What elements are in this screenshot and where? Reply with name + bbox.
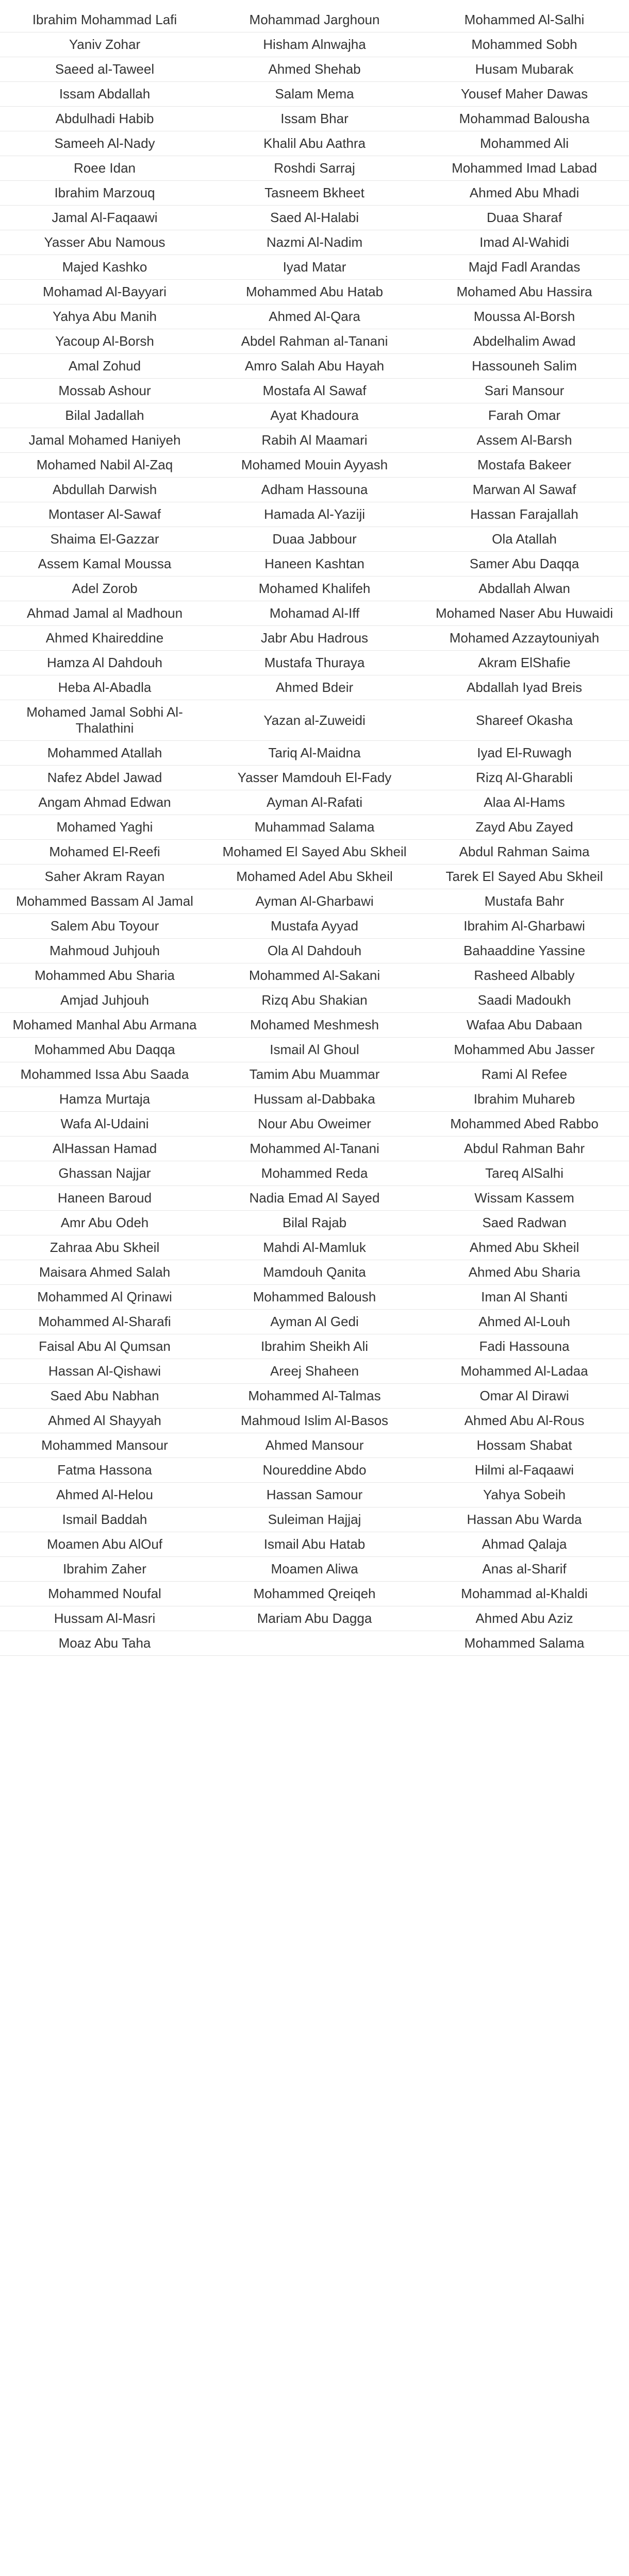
name-cell: Shareef Okasha [476,712,573,728]
name-cell: Saed Al-Halabi [270,210,359,225]
name-cell: Tasneem Bkheet [264,185,365,200]
name-cell: Ahmed Al-Qara [269,309,360,324]
name-cell: Sameeh Al-Nady [54,135,155,151]
name-cell: Abdel Rahman al-Tanani [241,333,388,349]
name-cell: Zayd Abu Zayed [475,819,573,835]
name-cell: Mohammed Bassam Al Jamal [16,893,193,909]
table-row [0,82,629,107]
name-cell: Abdul Rahman Bahr [464,1141,585,1156]
name-cell: Jabr Abu Hadrous [260,630,369,646]
name-cell: Mohamed Adel Abu Skheil [236,869,393,884]
name-cell: Yaniv Zohar [69,37,141,52]
name-cell: Mohammad Jarghoun [249,12,380,27]
name-cell: Hussam al-Dabbaka [254,1091,375,1107]
name-cell: Mahmoud Islim Al-Basos [240,1413,389,1428]
table-row [0,1334,629,1359]
name-cell: Hussam Al-Masri [54,1611,156,1626]
name-cell: Ibrahim Mohammad Lafi [32,12,177,27]
table-row [0,255,629,280]
name-cell: Shaima El-Gazzar [50,531,159,547]
name-cell: Ismail Baddah [62,1512,147,1527]
table-row [0,1507,629,1532]
name-cell: Fadi Hassouna [479,1338,570,1354]
name-cell: Muhammad Salama [254,819,375,835]
name-cell: Bahaaddine Yassine [463,943,586,958]
name-cell: Mohamed El Sayed Abu Skheil [222,844,407,859]
name-cell: Yahya Abu Manih [53,309,157,324]
name-cell: Nafez Abdel Jawad [47,770,162,785]
name-cell: Tareq AlSalhi [485,1165,564,1181]
name-cell: Moamen Aliwa [271,1561,358,1577]
name-cell: Ahmed Shehab [268,61,361,77]
name-cell: Marwan Al Sawaf [472,482,576,497]
name-cell: Bilal Jadallah [65,408,144,423]
table-row [0,840,629,865]
name-cell: Montaser Al-Sawaf [48,506,161,522]
name-cell: Jamal Mohamed Haniyeh [28,432,181,448]
name-cell: Mohammed Qreiqeh [253,1586,376,1601]
table-row [0,527,629,552]
table-row [0,1433,629,1458]
table-row [0,107,629,131]
table-row [0,651,629,675]
name-cell: Mohammed Abed Rabbo [450,1116,599,1131]
name-cell: Husam Mubarak [475,61,574,77]
table-row [0,577,629,601]
table-row [0,1483,629,1507]
table-row [0,379,629,403]
table-row [0,502,629,527]
name-cell: Suleiman Hajjaj [268,1512,361,1527]
name-cell: Yasser Abu Namous [44,234,165,250]
name-cell: Jamal Al-Faqaawi [52,210,158,225]
name-cell: Mohammed Issa Abu Saada [20,1066,189,1082]
name-cell: Mohamed Abu Hassira [456,284,592,299]
name-cell: Ola Atallah [492,531,557,547]
name-cell: Salam Mema [275,86,354,101]
name-cell: Mustafa Ayyad [270,918,359,934]
name-cell: Mohamed Meshmesh [250,1017,379,1032]
table-row [0,230,629,255]
name-cell: Amro Salah Abu Hayah [244,358,385,374]
table-row [0,700,629,741]
name-cell: Mustafa Thuraya [264,655,365,670]
name-cell: Nour Abu Oweimer [258,1116,371,1131]
name-cell: Mostafa Bakeer [477,457,572,472]
name-cell: Mohammed Abu Jasser [454,1042,595,1057]
name-cell: Salem Abu Toyour [50,918,159,934]
name-cell: Moaz Abu Taha [58,1635,151,1651]
name-cell: Mohamed Nabil Al-Zaq [36,457,173,472]
table-row [0,1384,629,1409]
name-cell: Mohammed Al-Salhi [464,12,585,27]
name-cell: Mohammed Ali [480,135,569,151]
table-row [0,1359,629,1384]
table-row [0,790,629,815]
table-row [0,329,629,354]
name-cell: Iyad Matar [283,259,346,275]
name-cell: Ahmad Jamal al Madhoun [26,605,183,621]
name-cell: Mariam Abu Dagga [257,1611,372,1626]
name-cell: Amal Zohud [68,358,141,374]
table-row [0,1087,629,1112]
name-cell: Ahmed Abu Aziz [475,1611,573,1626]
name-cell: Mohamed Azzaytouniyah [449,630,600,646]
table-row [0,988,629,1013]
table-row [0,889,629,914]
table-row [0,1038,629,1062]
table-row [0,403,629,428]
table-row [0,304,629,329]
name-cell: Imad Al-Wahidi [479,234,569,250]
name-cell: Ahmed Al-Helou [56,1487,153,1502]
name-cell: Zahraa Abu Skheil [49,1240,160,1255]
name-cell: Wissam Kassem [474,1190,574,1206]
table-row [0,1062,629,1087]
name-cell: Khalil Abu Aathra [263,135,366,151]
name-cell: Ahmed Khaireddine [45,630,164,646]
name-cell: Heba Al-Abadla [58,680,152,695]
name-cell: Assem Al-Barsh [476,432,572,448]
table-row [0,1112,629,1137]
name-cell: Abdul Rahman Saima [459,844,590,859]
name-cell: Mohamad Al-Bayyari [43,284,167,299]
name-cell: Ismail Abu Hatab [263,1536,366,1552]
name-cell: Mahdi Al-Mamluk [263,1240,366,1255]
table-row [0,675,629,700]
name-cell: Ibrahim Muhareb [473,1091,575,1107]
name-cell: Hassan Farajallah [470,506,578,522]
name-cell: Issam Abdallah [59,86,151,101]
name-cell: Duaa Sharaf [487,210,562,225]
table-row [0,552,629,577]
name-cell: Anas al-Sharif [482,1561,567,1577]
name-cell: Hamza Al Dahdouh [46,655,163,670]
table-row [0,914,629,939]
name-cell: Alaa Al-Hams [484,794,565,810]
name-cell: Tarek El Sayed Abu Skheil [445,869,603,884]
name-cell: Saadi Madoukh [477,992,571,1008]
table-row [0,156,629,181]
table-row [0,1137,629,1161]
name-cell: Mohamed El-Reefi [49,844,160,859]
name-cell: Ahmad Qalaja [482,1536,567,1552]
table-row [0,1557,629,1582]
table-row [0,354,629,379]
name-cell: Mohammed Al-Talmas [248,1388,381,1403]
name-cell: Abdallah Iyad Breis [466,680,583,695]
table-row [0,1013,629,1038]
name-cell: Amr Abu Odeh [60,1215,149,1230]
name-cell: Ahmed Abu Sharia [468,1264,581,1280]
name-cell: Mohammed Al-Tanani [250,1141,379,1156]
name-cell: Fatma Hassona [57,1462,152,1478]
name-cell: Angam Ahmad Edwan [38,794,171,810]
name-cell: Mohamed Manhal Abu Armana [12,1017,197,1032]
name-cell: Adel Zorob [72,581,138,596]
name-cell: Saher Akram Rayan [44,869,165,884]
name-cell: Rizq Abu Shakian [261,992,368,1008]
table-row [0,939,629,963]
table-row [0,766,629,790]
table-row [0,453,629,478]
name-cell: Mohammed Al-Ladaa [460,1363,588,1379]
name-cell: Noureddine Abdo [262,1462,367,1478]
name-cell: Ibrahim Sheikh Ali [260,1338,369,1354]
name-cell: Mohammed Abu Sharia [35,968,175,983]
name-cell: Majd Fadl Arandas [468,259,581,275]
name-cell: Hamada Al-Yaziji [263,506,366,522]
name-cell: Abdullah Darwish [52,482,157,497]
name-cell: Iyad El-Ruwagh [477,745,572,760]
name-cell: Ola Al Dahdouh [267,943,362,958]
name-cell: Mohammed Abu Daqqa [34,1042,175,1057]
name-cell: Ahmed Al-Louh [478,1314,570,1329]
name-cell: Saed Radwan [482,1215,567,1230]
table-row [0,280,629,304]
name-cell: Bilal Rajab [282,1215,347,1230]
name-cell: Yahya Sobeih [483,1487,566,1502]
name-cell: Mohamad Al-Iff [269,605,360,621]
name-cell: Abdulhadi Habib [55,111,154,126]
name-cell: Ibrahim Al-Gharbawi [464,918,585,934]
name-cell: Ahmed Abu Skheil [469,1240,580,1255]
name-cell: Mohamed Mouin Ayyash [241,457,388,472]
table-row [0,206,629,230]
name-cell: Rami Al Refee [481,1066,568,1082]
name-cell: Nadia Emad Al Sayed [249,1190,380,1206]
name-cell: Omar Al Dirawi [479,1388,569,1403]
name-cell: Mohamed Naser Abu Huwaidi [436,605,613,621]
name-cell: Ahmed Mansour [265,1437,364,1453]
table-row [0,1409,629,1433]
table-row [0,428,629,453]
name-cell: Mohamed Jamal Sobhi Al-Thalathini [26,704,183,736]
name-cell: Duaa Jabbour [272,531,357,547]
name-cell: Mohammed Atallah [47,745,162,760]
name-cell: Rabih Al Maamari [261,432,368,448]
name-cell: Amjad Juhjouh [60,992,149,1008]
name-cell: Ibrahim Marzouq [54,185,155,200]
name-cell: Mohammed Sobh [471,37,577,52]
name-cell: Ayat Khadoura [270,408,359,423]
name-cell: Moussa Al-Borsh [473,309,575,324]
table-row [0,1211,629,1235]
name-cell: Abdallah Alwan [478,581,570,596]
name-cell: Wafaa Abu Dabaan [466,1017,583,1032]
table-row [0,626,629,651]
name-cell: Rasheed Albably [474,968,575,983]
name-cell: Mossab Ashour [58,383,151,398]
table-row [0,815,629,840]
name-cell: Mohammad Balousha [459,111,590,126]
name-cell: Hamza Murtaja [59,1091,151,1107]
name-cell: Majed Kashko [62,259,147,275]
name-cell: Maisara Ahmed Salah [39,1264,171,1280]
name-cell: Moamen Abu AlOuf [46,1536,163,1552]
name-cell: Mohammed Imad Labad [452,160,597,176]
table-row [0,8,629,32]
name-cell: Sari Mansour [484,383,565,398]
name-cell: Hassan Samour [266,1487,363,1502]
name-cell: Wafa Al-Udaini [60,1116,149,1131]
name-cell: Mahmoud Juhjouh [49,943,160,958]
table-row [0,1186,629,1211]
table-row [0,601,629,626]
name-cell: Saed Abu Nabhan [50,1388,159,1403]
table-row [0,131,629,156]
name-cell: Mohamed Khalifeh [258,581,371,596]
name-cell: Mohammed Noufal [48,1586,161,1601]
name-cell: Haneen Baroud [57,1190,152,1206]
name-cell: Hisham Alnwajha [263,37,366,52]
name-cell: Ayman Al-Gharbawi [255,893,374,909]
name-cell: Mohammed Abu Hatab [246,284,383,299]
table-row [0,963,629,988]
name-cell: Ahmed Abu Mhadi [469,185,580,200]
table-row [0,1285,629,1310]
name-cell: Hassan Al-Qishawi [48,1363,161,1379]
name-cell: Tariq Al-Maidna [268,745,361,760]
table-row [0,478,629,502]
name-cell: Assem Kamal Moussa [38,556,172,571]
name-cell: Mohammed Al-Sakani [249,968,380,983]
name-cell: Mostafa Al Sawaf [262,383,367,398]
table-row [0,1161,629,1186]
table-row [0,865,629,889]
name-cell: Mohammad al-Khaldi [461,1586,588,1601]
name-cell: Iman Al Shanti [481,1289,568,1304]
table-row [0,57,629,82]
name-cell: Ghassan Najjar [58,1165,151,1181]
name-cell: Samer Abu Daqqa [469,556,580,571]
table-row [0,1606,629,1631]
name-cell: Hassan Abu Warda [467,1512,582,1527]
name-cell: Ahmed Abu Al-Rous [464,1413,585,1428]
name-cell: Ahmed Bdeir [275,680,354,695]
name-cell: Yacoup Al-Borsh [55,333,154,349]
name-cell: Mohammed Mansour [41,1437,168,1453]
name-cell: Yousef Maher Dawas [460,86,588,101]
name-cell: Ayman Al Gedi [270,1314,359,1329]
name-cell: Issam Bhar [280,111,349,126]
name-cell [209,1639,420,1648]
name-cell: Mustafa Bahr [484,893,565,909]
name-cell: Mohamed Yaghi [56,819,153,835]
name-cell: Mohammed Salama [464,1635,585,1651]
name-cell: Farah Omar [488,408,561,423]
name-cell: Akram ElShafie [478,655,571,670]
name-cell: Areej Shaheen [270,1363,359,1379]
name-cell: Mamdouh Qanita [263,1264,366,1280]
name-cell: Ismail Al Ghoul [270,1042,359,1057]
name-cell: Ayman Al-Rafati [267,794,362,810]
name-cell: Roee Idan [74,160,136,176]
name-cell: Yasser Mamdouh El-Fady [237,770,392,785]
table-row [0,1532,629,1557]
name-cell: Mohammed Baloush [253,1289,376,1304]
name-cell: Haneen Kashtan [264,556,365,571]
table-row [0,741,629,766]
table-row [0,181,629,206]
table-row [0,1631,629,1656]
name-cell: Mohammed Reda [261,1165,368,1181]
table-row [0,1458,629,1483]
name-cell: Yazan al-Zuweidi [263,712,366,728]
name-cell: Hossam Shabat [476,1437,572,1453]
name-cell: Ibrahim Zaher [63,1561,146,1577]
table-row [0,1235,629,1260]
table-row [0,32,629,57]
name-cell: Tamim Abu Muammar [249,1066,380,1082]
name-cell: AlHassan Hamad [52,1141,157,1156]
table-row [0,1310,629,1334]
table-row [0,1260,629,1285]
name-cell: Roshdi Sarraj [274,160,355,176]
name-cell: Mohammed Al-Sharafi [38,1314,171,1329]
name-cell: Hassouneh Salim [472,358,577,374]
name-cell: Ahmed Al Shayyah [48,1413,161,1428]
name-cell: Mohammed Al Qrinawi [37,1289,172,1304]
name-cell: Hilmi al-Faqaawi [474,1462,574,1478]
name-cell: Rizq Al-Gharabli [476,770,573,785]
name-cell: Abdelhalim Awad [473,333,576,349]
names-table [0,8,629,1656]
name-cell: Faisal Abu Al Qumsan [39,1338,171,1354]
name-cell: Saeed al-Taweel [55,61,155,77]
table-row [0,1582,629,1606]
name-cell: Adham Hassouna [261,482,368,497]
name-cell: Nazmi Al-Nadim [266,234,363,250]
